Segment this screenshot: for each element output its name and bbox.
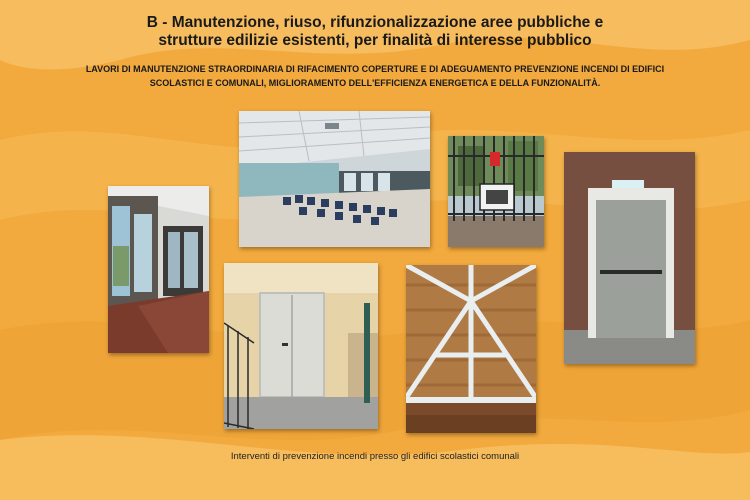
photo-timber-roof — [406, 265, 536, 433]
title-line-1: B - Manutenzione, riuso, rifunzionalizzazione aree pubbliche e — [146, 14, 604, 31]
page-subtitle — [60, 62, 690, 90]
photo-corridor — [108, 186, 209, 353]
photo-double-door — [224, 263, 378, 429]
subtitle-line-2: SCOLASTICI E COMUNALI, MIGLIORAMENTO DELL'EFFICIENZA ENERGETICA E DELLA FUNZIONALITÀ. — [149, 78, 601, 88]
photo-gym-hall — [239, 111, 430, 247]
subtitle-line-1: LAVORI DI MANUTENZIONE STRAORDINARIA DI RIFACIMENTO COPERTURE E DI ADEGUAMENTO PREVENZIONE INCENDI DI EDIFICI — [85, 64, 665, 74]
photo-fire-door — [564, 152, 695, 364]
photo-gate-sign — [448, 136, 544, 247]
photo-caption: Interventi di prevenzione incendi presso gli edifici scolastici comunali — [230, 451, 520, 462]
title-line-2: strutture edilizie esistenti, per finalità di interesse pubblico — [158, 32, 592, 49]
page-title — [40, 14, 710, 50]
